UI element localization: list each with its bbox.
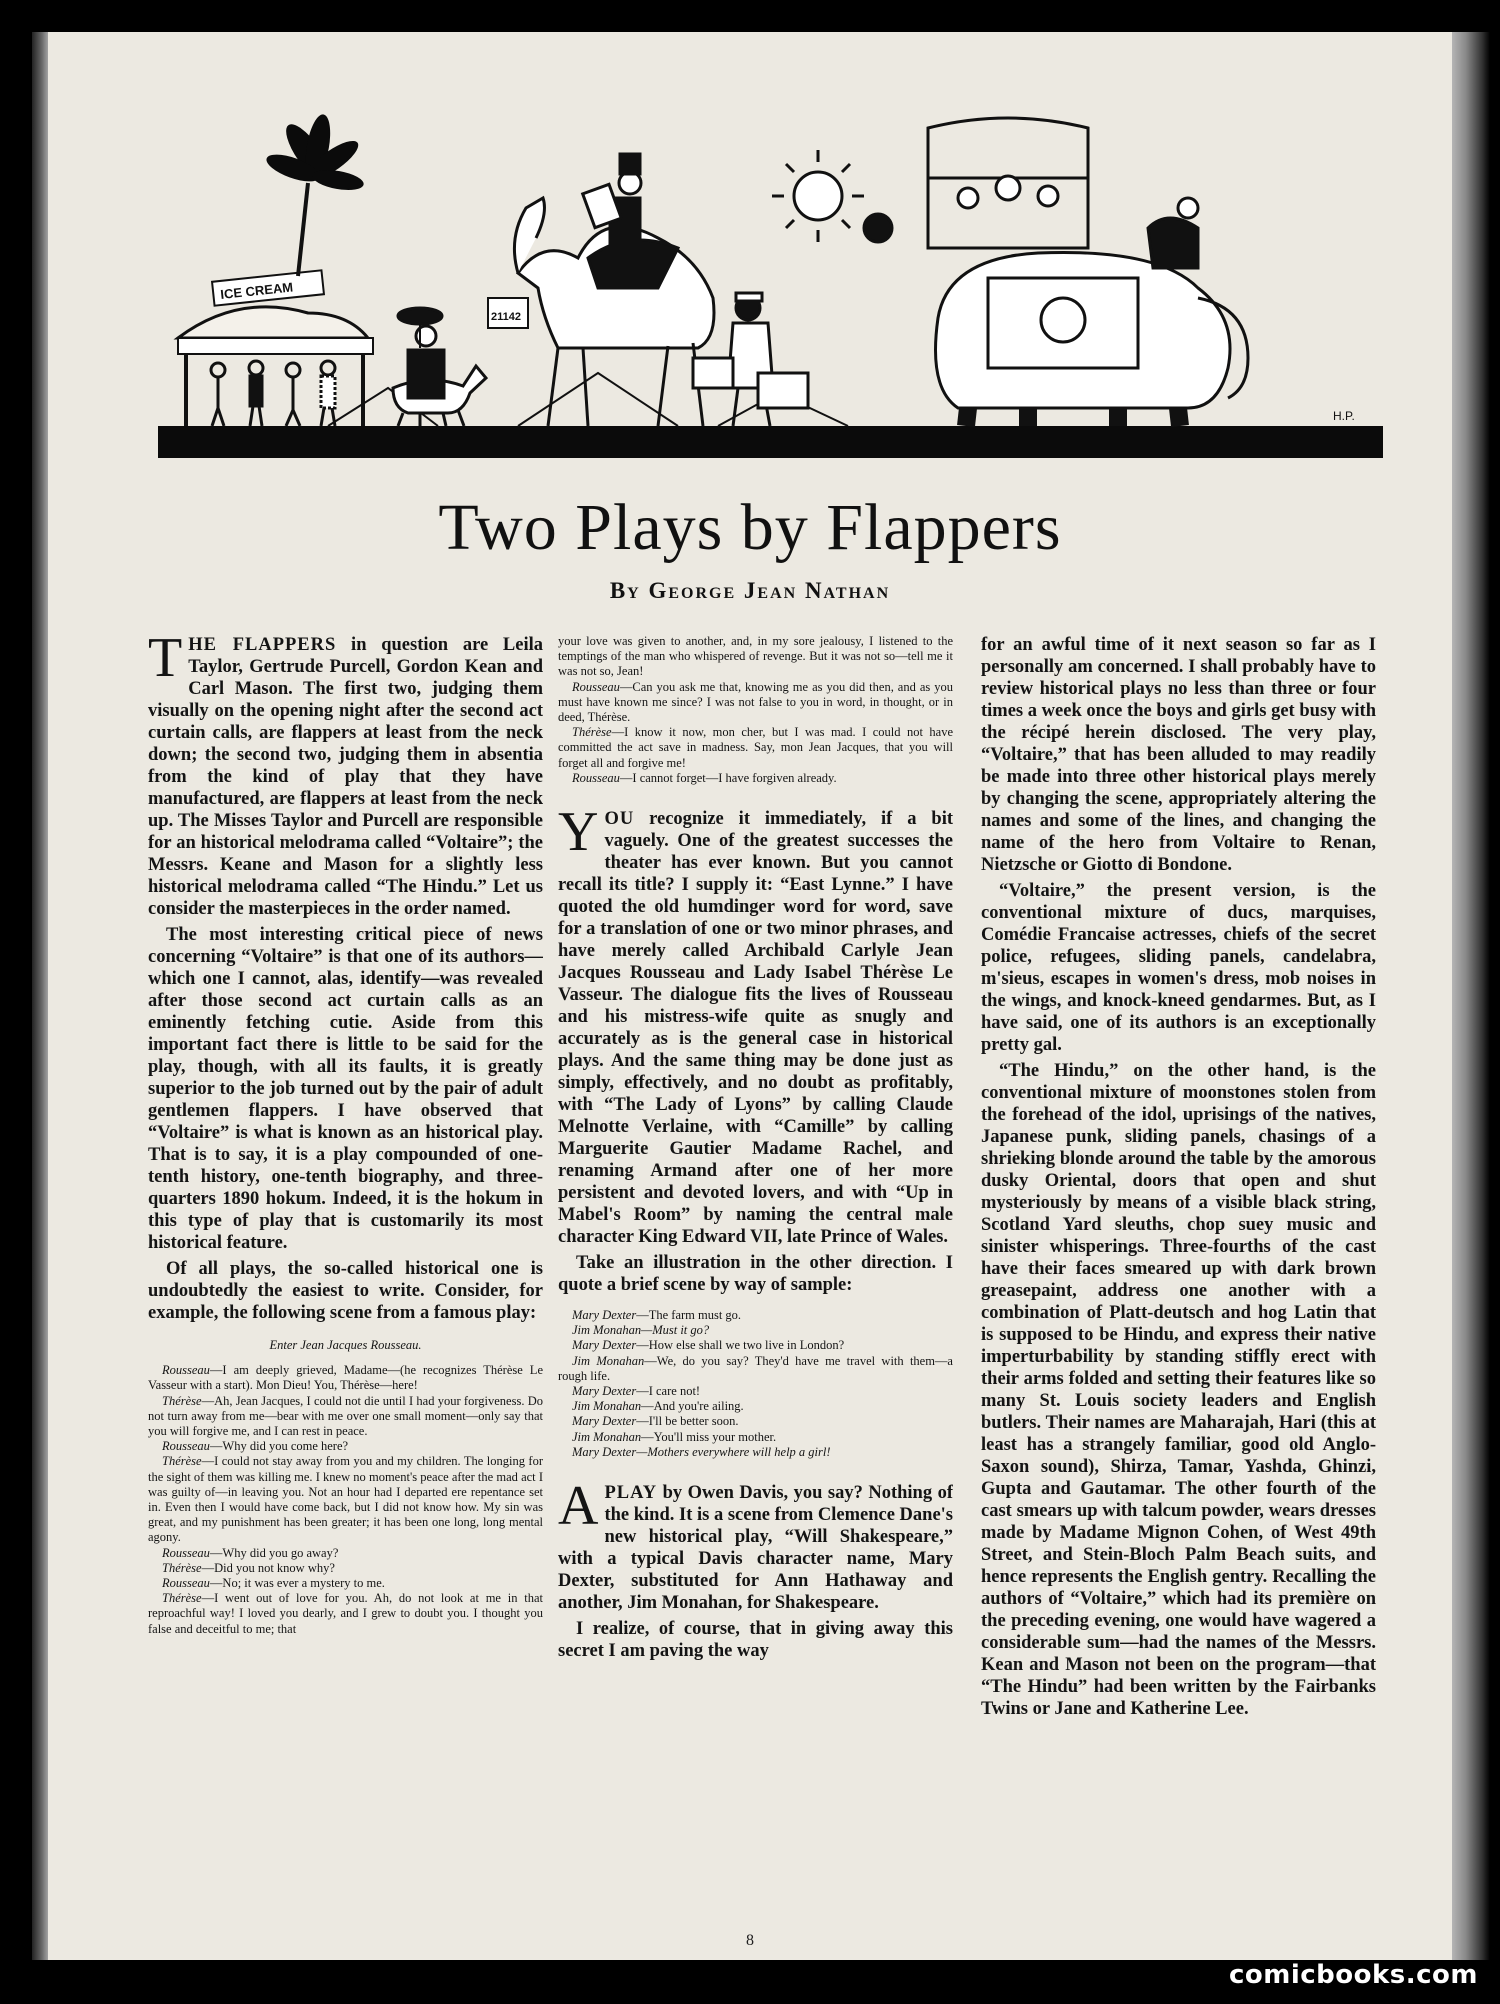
camel-rider bbox=[488, 154, 714, 426]
drop-cap: A bbox=[558, 1475, 599, 1538]
line-text: —I'll be better soon. bbox=[636, 1414, 739, 1429]
speaker: Mary Dexter bbox=[572, 1444, 637, 1459]
ticket-label: 21142 bbox=[491, 311, 521, 323]
dialogue-line bbox=[148, 1454, 543, 1545]
dialogue-line bbox=[148, 1546, 543, 1561]
speaker: Thérèse bbox=[572, 725, 612, 740]
paragraph bbox=[558, 801, 953, 1248]
speaker: Rousseau bbox=[572, 679, 620, 694]
speaker: Mary Dexter bbox=[572, 1308, 637, 1323]
line-text: —I could not stay away from you and my children. The longing for the sight of them was killing me. I knew no moment's peace after the mad act I was guilty of—in leaving you. Not an hour had I departed ere repentance set in. Even then I would have come back, but I did not know how. My sin was great, and my punishment has been greater; it has been one long, long mental agony. bbox=[148, 1454, 543, 1545]
speaker: Mary Dexter bbox=[572, 1338, 637, 1353]
line-text: —Why did you come here? bbox=[209, 1439, 349, 1454]
text-column-1 bbox=[148, 634, 543, 1924]
dialogue-line bbox=[148, 1394, 543, 1440]
line-text: —The farm must go. bbox=[636, 1308, 742, 1323]
elephant-with-howdah bbox=[864, 118, 1248, 426]
line-text: —Ah, Jean Jacques, I could not die until I had your forgiveness. Do not turn away from me—bear with me over one small moment—only say that you will forgive me, and I can rest in peace. bbox=[148, 1393, 543, 1439]
paragraph-text: in question are Leila Taylor, Gertrude Purcell, Gordon Kean and Carl Mason. The first two, judging them visually on the opening night after the second act curtain calls, are flappers at least from the neck down; the second two, judging them in absentia from the kind of play that they have manufactured, are flappers at least from the neck up. The Misses Taylor and Purcell are responsible for an historical melodrama called “Voltaire”; the Messrs. Keane and Mason for a slightly less historical melodrama called “The Hindu.” Let us consider the masterpieces in the order named. bbox=[148, 635, 543, 919]
paragraph: Take an illustration in the other direction. I quote a brief scene by way of sample: bbox=[558, 1253, 953, 1296]
dialogue-line bbox=[558, 1354, 953, 1384]
line-text: —You'll miss your mother. bbox=[641, 1429, 777, 1444]
dialogue-line bbox=[148, 1576, 543, 1591]
paragraph: Of all plays, the so-called historical one is undoubtedly the easiest to write. Consider, for example, the following scene from a famous play: bbox=[148, 1259, 543, 1323]
speaker: Rousseau bbox=[162, 1576, 210, 1591]
sun bbox=[772, 150, 864, 242]
dialogue-line bbox=[148, 1591, 543, 1637]
dialogue-line bbox=[558, 771, 953, 786]
artist-signature: H.P. bbox=[1333, 409, 1355, 423]
dialogue-line bbox=[558, 725, 953, 771]
palm-leaves bbox=[263, 113, 365, 194]
paragraph: “The Hindu,” on the other hand, is the conventional mixture of moonstones stolen from the forehead of the idol, uprisings of the natives, Japanese punk, sliding panels, chasings of a shrieking blonde around the table by the amorous dusky Oriental, doors that open and shut mysteriously by means of a visible black string, Scotland Yard sleuths, chop suey music and sinister whisperings. Three-fourths of the cast have their faces smeared up with dark brown greasepaint, address one another with a combination of Platt-deutsch and hog Latin that is supposed to be Hindu, and express their native imperturbability by standing stiffly erect with their arms folded and setting their features like so many St. Louis society leaders and English butlers. Their names are Maharajah, Hari (this at least has a strangely familiar, good old Anglo-Saxon sound), Shirza, Tamar, Yashda, Ghinzi, Gupta and Gautamar. The other fourth of the cast smears up with talcum powder, wears dresses made by Madame Mignon Cohen, of West 49th Street, and Stein-Bloch Palm Beach suits, and hence represents the English gentry. Recalling the authors of “Voltaire,” which had its première on the preceding evening, one would have wagered a considerable sum—had the names of the Messrs. Kean and Mason not been on the program—that “The Hindu” had been written by the Fairbanks Twins or Jane and Katherine Lee. bbox=[981, 1061, 1376, 1719]
speaker: Mary Dexter bbox=[572, 1414, 637, 1429]
line-text: —Did you not know why? bbox=[201, 1560, 335, 1575]
line-text: —How else shall we two live in London? bbox=[636, 1338, 845, 1353]
lead-in: OU bbox=[604, 809, 635, 830]
dialogue-line bbox=[558, 1445, 953, 1460]
line-text: —I went out of love for you. Ah, do not look at me in that reproachful way! I loved you dearly, and I grew to doubt you. I thought you false and deceitful to me; that bbox=[148, 1591, 543, 1636]
dialogue-line bbox=[148, 1363, 543, 1393]
text-column-2 bbox=[558, 634, 953, 1924]
paragraph: “Voltaire,” the present version, is the conventional mixture of ducs, marquises, Comédie Francaise actresses, chiefs of the secret police, refugees, sliding panels, candelabra, m'sieus, escapes in women's dress, mob noises in the wings, and knock-kneed gendarmes. But, as I have said, one of its authors is an exceptionally pretty gal. bbox=[981, 881, 1376, 1055]
crowd-figures bbox=[211, 361, 335, 426]
speaker: Thérèse bbox=[162, 1393, 202, 1408]
speaker: Jim Monahan bbox=[572, 1353, 645, 1368]
paragraph: I realize, of course, that in giving away this secret I am paving the way bbox=[558, 1619, 953, 1662]
speaker: Jim Monahan bbox=[572, 1429, 642, 1444]
line-text: —And you're ailing. bbox=[641, 1399, 744, 1414]
stage-direction: Enter Jean Jacques Rousseau. bbox=[269, 1338, 422, 1352]
speaker: Jim Monahan bbox=[572, 1323, 642, 1338]
speaker: Rousseau bbox=[572, 770, 620, 785]
page-number: 8 bbox=[746, 1932, 754, 1949]
drop-cap: T bbox=[148, 634, 183, 689]
dialogue-line bbox=[558, 1414, 953, 1429]
donkey-rider bbox=[393, 308, 486, 426]
speaker: Jim Monahan bbox=[572, 1399, 642, 1414]
ice-cream-sign: ICE CREAM bbox=[219, 279, 294, 302]
paragraph: for an awful time of it next season so far as I personally am concerned. I shall probably have to review historical plays no less than three or four times a week once the boys and girls get busy with the récipé herein disclosed. The very play, “Voltaire,” that has been alluded to may readily be made into three other historical plays merely by changing the scene, appropriately altering the names and some of the lines, and changing the name of the hero from Voltaire to Renan, Nietzsche or Giotto di Bondone. bbox=[981, 635, 1376, 875]
speaker: Thérèse bbox=[162, 1591, 202, 1606]
line-text: —I am deeply grieved, Madame—(he recognizes Thérèse Le Vasseur with a start). Mon Dieu! You, Thérèse—here! bbox=[148, 1363, 543, 1393]
speaker: Rousseau bbox=[162, 1439, 210, 1454]
speaker: Mary Dexter bbox=[572, 1384, 637, 1399]
paragraph: The most interesting critical piece of news concerning “Voltaire” is that one of its authors—which one I cannot, alas, identify—was revealed after those second act curtain calls as an eminently fetching cutie. Aside from this important fact there is little to be said for the play, though, with all its faults, it is greatly superior to the job turned out by the pair of adult gentlemen flappers. I have observed that “Voltaire” is what is known as an historical play. That is to say, it is a play compounded of one-tenth history, one-tenth biography, and three-quarters 1890 hokum. Indeed, it is the hokum in this type of play that is customarily its most historical feature. bbox=[148, 925, 543, 1253]
line-text: —Can you ask me that, knowing me as you did then, and as you must have known me since? I was not false to you in word, in thought, or in deed, Thérèse. bbox=[558, 679, 953, 725]
paragraph-text: by Owen Davis, you say? Nothing of the kind. It is a scene from Clemence Dane's new historical play, “Will Shakespeare,” with a typical Davis character name, Mary Dexter, substituted for Ann Hathaway and another, Jim Monahan, for Shakespeare. bbox=[558, 1483, 953, 1614]
dialogue-line bbox=[558, 1338, 953, 1353]
lead-in: PLAY bbox=[604, 1483, 658, 1504]
line-text: —No; it was ever a mystery to me. bbox=[209, 1576, 385, 1591]
line-text: —Why did you go away? bbox=[209, 1545, 339, 1560]
dialogue-line bbox=[558, 1430, 953, 1445]
paragraph bbox=[558, 1475, 953, 1614]
dialogue-line bbox=[558, 1399, 953, 1414]
dialogue-line bbox=[558, 680, 953, 726]
article-title: Two Plays by Flappers bbox=[438, 491, 1062, 564]
header-illustration bbox=[158, 88, 1383, 458]
magazine-page bbox=[48, 32, 1452, 1960]
dialogue-continuation: your love was given to another, and, in my sore jealousy, I listened to the temptings of the man who whispered of revenge. But it was not so—tell me it was not so, Jean! bbox=[558, 634, 953, 679]
article-byline: By George Jean Nathan bbox=[609, 578, 891, 603]
paragraph bbox=[148, 634, 543, 920]
text-column-3 bbox=[981, 634, 1376, 1924]
dialogue-line bbox=[148, 1439, 543, 1454]
dialogue-line bbox=[148, 1561, 543, 1576]
page-edge bbox=[1450, 32, 1490, 1960]
paragraph-text: recognize it immediately, if a bit vaguely. One of the greatest successes the theater has ever known. But you cannot recall its title? I supply it: “East Lynne.” I have quoted the old humdinger word for word, save for a translation of one or two minor phrases, and have merely called Archibald Carlyle Jean Jacques Rousseau and Lady Isabel Thérèse Le Vasseur. The dialogue fits the lives of Rousseau and his mistress-wife quite as snugly and accurately as is the general case in historical plays. And the same thing may be done just as simply, effectively, and no doubt as profitably, with “The Lady of Lyons” by calling Claude Melnotte Verlaine, with “Camille” by calling Marguerite Gautier Madame Rachel, and renaming Armand after one of her more persistent and devoted lovers, and with “Up in Mabel's Room” by naming the central male character King Edward VII, late Prince of Wales. bbox=[558, 809, 953, 1248]
line-text: —We, do you say? They'd have me travel with them—a rough life. bbox=[558, 1353, 953, 1383]
speaker: Thérèse bbox=[162, 1454, 202, 1469]
line-text: —Mothers everywhere will help a girl! bbox=[636, 1444, 831, 1459]
site-watermark: comicbooks.com bbox=[1228, 1960, 1478, 1990]
line-text: —Must it go? bbox=[641, 1323, 710, 1338]
dialogue-line bbox=[558, 1308, 953, 1323]
dialogue-line bbox=[558, 1384, 953, 1399]
dialogue-line bbox=[558, 1323, 953, 1338]
speaker: Rousseau bbox=[162, 1363, 210, 1378]
line-text: —I cannot forget—I have forgiven already. bbox=[619, 770, 837, 785]
speaker: Thérèse bbox=[162, 1560, 202, 1575]
line-text: —I know it now, mon cher, but I was mad. I could not have committed the act save in madness. Say, mon Jean Jacques, that you will forget all and forgive me! bbox=[558, 725, 953, 770]
drop-cap: Y bbox=[558, 801, 599, 864]
ice-cream-stand bbox=[178, 113, 373, 426]
speaker: Rousseau bbox=[162, 1545, 210, 1560]
lead-in: HE FLAPPERS bbox=[188, 635, 337, 655]
line-text: —I care not! bbox=[636, 1384, 701, 1399]
